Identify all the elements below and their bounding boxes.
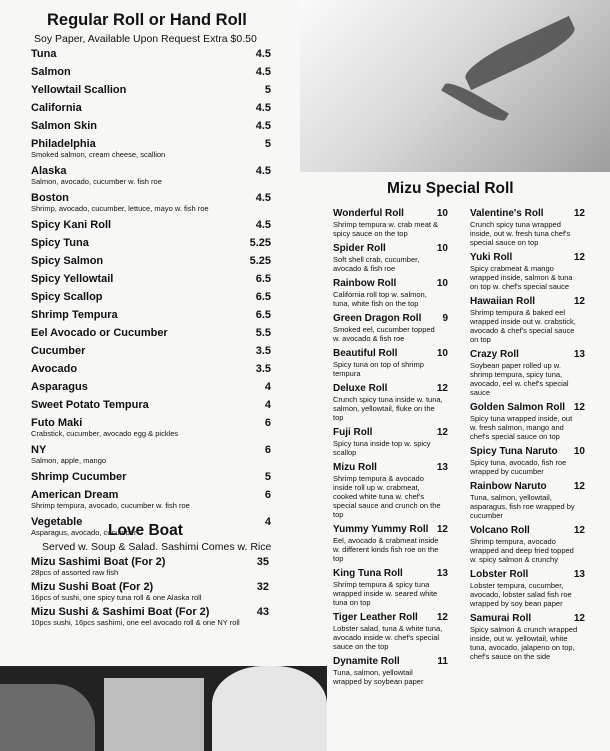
- item-price: 6: [264, 417, 271, 429]
- menu-item: [333, 524, 448, 563]
- menu-item: [31, 489, 271, 510]
- item-description: Smoked salmon, cream cheese, scallion: [31, 150, 166, 159]
- menu-item: [470, 613, 585, 661]
- menu-item: [31, 556, 269, 577]
- item-price: 12: [573, 402, 585, 413]
- item-description: Soybean paper rolled up w. shrimp tempura, spicy tuna, avocado, eel w. chef's special sauce: [470, 361, 569, 397]
- regular-roll-subtitle: Soy Paper, Available Upon Request Extra $0.50: [34, 33, 257, 45]
- regular-roll-list: [31, 48, 271, 543]
- item-price: 4.5: [255, 120, 271, 132]
- menu-item: [31, 606, 269, 627]
- item-price: 10: [436, 243, 448, 254]
- item-name: Tiger Leather Roll: [333, 612, 418, 623]
- item-price: 5.25: [249, 255, 271, 267]
- item-name: Mizu Roll: [333, 462, 377, 473]
- item-price: 4.5: [255, 219, 271, 231]
- item-description: Crabstick, cucumber, avocado egg & pickles: [31, 429, 179, 438]
- item-price: 35: [256, 556, 269, 568]
- menu-item: [31, 84, 271, 96]
- menu-item: [470, 252, 585, 291]
- item-description: Tuna, salmon, yellowtail wrapped by soybean paper: [333, 668, 424, 686]
- item-name: Eel Avocado or Cucumber: [31, 327, 168, 339]
- item-price: 5.25: [249, 237, 271, 249]
- menu-item: [333, 612, 448, 651]
- item-description: Spicy tuna on top of shrimp tempura: [333, 360, 424, 378]
- item-name: Shrimp Tempura: [31, 309, 118, 321]
- food-photo: [212, 666, 327, 751]
- menu-item: [31, 237, 271, 249]
- item-price: 12: [573, 613, 585, 624]
- menu-item: [31, 120, 271, 132]
- item-description: Spicy tuna wrapped inside, out w. fresh salmon, mango and chef's special sauce on top: [470, 414, 573, 441]
- item-name: Wonderful Roll: [333, 208, 404, 219]
- item-name: Spicy Salmon: [31, 255, 104, 267]
- item-price: 4.5: [255, 48, 271, 60]
- item-price: 4: [264, 399, 271, 411]
- food-photo: [104, 678, 204, 751]
- item-name: Spicy Kani Roll: [31, 219, 112, 231]
- item-description: Shrimp tempura, avocado, cucumber w. fish roe: [31, 501, 190, 510]
- item-name: Spicy Tuna: [31, 237, 89, 249]
- item-description: 28pcs of assorted raw fish: [31, 568, 119, 577]
- item-description: Asparagus, avocado, cucumber: [31, 528, 137, 537]
- item-price: 11: [437, 656, 448, 667]
- item-price: 10: [436, 278, 448, 289]
- item-name: Volcano Roll: [470, 525, 530, 536]
- item-price: 6.5: [255, 309, 271, 321]
- menu-item: [31, 48, 271, 60]
- item-name: Deluxe Roll: [333, 383, 388, 394]
- item-description: California roll top w. salmon, tuna, white fish on the top: [333, 290, 427, 308]
- menu-item: [31, 345, 271, 357]
- item-name: King Tuna Roll: [333, 568, 403, 579]
- item-price: 9: [442, 313, 448, 324]
- item-description: Crunch spicy tuna wrapped inside, out w. fresh tuna chef's special sauce on top: [470, 220, 571, 247]
- menu-item: [31, 165, 271, 186]
- menu-item: [470, 525, 585, 564]
- menu-item: [31, 327, 271, 339]
- item-description: Shrimp tempura, avocado wrapped and deep fried topped w. spicy salmon & crunchy: [470, 537, 574, 564]
- item-name: Vegetable: [31, 516, 83, 528]
- menu-item: [31, 309, 271, 321]
- item-price: 3.5: [255, 345, 271, 357]
- item-name: Spicy Yellowtail: [31, 273, 114, 285]
- item-name: Salmon Skin: [31, 120, 98, 132]
- item-name: Salmon: [31, 66, 71, 78]
- item-price: 12: [573, 252, 585, 263]
- item-name: Sweet Potato Tempura: [31, 399, 149, 411]
- menu-item: [333, 313, 448, 343]
- item-price: 4: [264, 381, 271, 393]
- item-name: American Dream: [31, 489, 119, 501]
- item-name: Hawaiian Roll: [470, 296, 536, 307]
- item-name: Samurai Roll: [470, 613, 532, 624]
- menu-item: [470, 569, 585, 608]
- item-description: Lobster salad, tuna & white tuna, avocado inside w. chef's special sauce on the top: [333, 624, 443, 651]
- menu-item: [31, 102, 271, 114]
- item-name: Spicy Tuna Naruto: [470, 446, 558, 457]
- item-name: Lobster Roll: [470, 569, 529, 580]
- item-name: Yellowtail Scallion: [31, 84, 127, 96]
- item-price: 5: [264, 138, 271, 150]
- menu-item: [333, 383, 448, 422]
- item-name: Beautiful Roll: [333, 348, 398, 359]
- item-description: Shrimp tempura & baked eel wrapped inside out w. crabstick, avocado & chef's special sauce on top: [470, 308, 576, 344]
- special-roll-column-left: [333, 208, 448, 691]
- item-price: 13: [436, 568, 448, 579]
- item-name: Mizu Sushi Boat (For 2): [31, 581, 154, 593]
- item-name: Philadelphia: [31, 138, 96, 150]
- item-price: 5.5: [255, 327, 271, 339]
- menu-item: [333, 243, 448, 273]
- item-name: Alaska: [31, 165, 67, 177]
- item-price: 4.5: [255, 165, 271, 177]
- item-name: Crazy Roll: [470, 349, 519, 360]
- item-price: 12: [573, 481, 585, 492]
- menu-item: [333, 427, 448, 457]
- menu-item: [31, 471, 271, 483]
- item-name: Rainbow Roll: [333, 278, 397, 289]
- menu-item: [470, 402, 585, 441]
- menu-item: [333, 656, 448, 686]
- item-price: 13: [573, 569, 585, 580]
- item-description: Salmon, apple, mango: [31, 456, 107, 465]
- item-name: Asparagus: [31, 381, 88, 393]
- item-price: 6.5: [255, 291, 271, 303]
- menu-item: [31, 219, 271, 231]
- item-name: Rainbow Naruto: [470, 481, 547, 492]
- menu-item: [333, 208, 448, 238]
- menu-item: [31, 399, 271, 411]
- item-price: 4: [264, 516, 271, 528]
- menu-item: [31, 417, 271, 438]
- item-price: 6: [264, 489, 271, 501]
- item-name: Spider Roll: [333, 243, 386, 254]
- menu-item: [470, 349, 585, 397]
- item-name: Fuji Roll: [333, 427, 373, 438]
- item-description: Spicy crabmeat & mango wrapped inside, salmon & tuna on top w. chef's special sauce: [470, 264, 573, 291]
- item-price: 10: [436, 208, 448, 219]
- love-boat-list: [31, 556, 269, 631]
- item-description: 16pcs of sushi, one spicy tuna roll & one Alaska roll: [31, 593, 202, 602]
- item-description: Shrimp tempura & spicy tuna wrapped inside w. seared white tuna on top: [333, 580, 438, 607]
- item-description: Lobster tempura, cucumber, avocado, lobster salad fish roe wrapped by soy bean paper: [470, 581, 572, 608]
- item-price: 13: [573, 349, 585, 360]
- item-price: 12: [573, 296, 585, 307]
- menu-item: [31, 291, 271, 303]
- menu-item: [470, 296, 585, 344]
- food-photo: [0, 684, 95, 751]
- item-price: 4.5: [255, 66, 271, 78]
- item-name: Dynamite Roll: [333, 656, 400, 667]
- leaf-decoration: [460, 16, 580, 90]
- item-price: 12: [436, 612, 448, 623]
- special-roll-title: Mizu Special Roll: [387, 180, 514, 197]
- food-photo-top: [300, 0, 610, 172]
- menu-item: [31, 363, 271, 375]
- love-boat-title: Love Boat: [108, 522, 183, 539]
- item-description: Crunch spicy tuna inside w. tuna, salmon, yellowtail, fluke on the top: [333, 395, 443, 422]
- love-boat-subtitle: Served w. Soup & Salad. Sashimi Comes w. Rice: [42, 541, 272, 553]
- menu-item: [333, 462, 448, 519]
- item-name: Futo Maki: [31, 417, 83, 429]
- food-photo-strip: [0, 666, 327, 751]
- item-description: Shrimp tempura & avocado inside roll up w. crabmeat, cooked white tuna w. chef's special sauce and crunch on the top: [333, 474, 441, 519]
- item-price: 3.5: [255, 363, 271, 375]
- item-description: Salmon, avocado, cucumber w. fish roe: [31, 177, 162, 186]
- item-price: 4.5: [255, 192, 271, 204]
- item-price: 10: [573, 446, 585, 457]
- item-name: Mizu Sushi & Sashimi Boat (For 2): [31, 606, 210, 618]
- menu-item: [333, 278, 448, 308]
- item-price: 6: [264, 444, 271, 456]
- item-name: Avocado: [31, 363, 78, 375]
- menu-item: [31, 381, 271, 393]
- item-name: Yummy Yummy Roll: [333, 524, 429, 535]
- item-name: Valentine's Roll: [470, 208, 544, 219]
- item-price: 12: [573, 525, 585, 536]
- menu-item: [470, 481, 585, 520]
- item-description: Spicy tuna inside top w. spicy scallop: [333, 439, 431, 457]
- item-name: Mizu Sashimi Boat (For 2): [31, 556, 166, 568]
- regular-roll-title: Regular Roll or Hand Roll: [47, 11, 247, 29]
- menu-item: [333, 348, 448, 378]
- item-name: Yuki Roll: [470, 252, 513, 263]
- item-price: 13: [436, 462, 448, 473]
- item-description: Smoked eel, cucumber topped w. avocado & fish roe: [333, 325, 435, 343]
- item-name: Shrimp Cucumber: [31, 471, 127, 483]
- item-price: 5: [264, 471, 271, 483]
- item-price: 12: [436, 427, 448, 438]
- item-name: Boston: [31, 192, 69, 204]
- item-description: Eel, avocado & crabmeat inside w. different kinds fish roe on the top: [333, 536, 439, 563]
- menu-item: [31, 138, 271, 159]
- item-name: California: [31, 102, 82, 114]
- item-price: 6.5: [255, 273, 271, 285]
- item-price: 10: [436, 348, 448, 359]
- item-name: Green Dragon Roll: [333, 313, 422, 324]
- menu-item: [31, 444, 271, 465]
- menu-item: [470, 446, 585, 476]
- item-name: Tuna: [31, 48, 57, 60]
- item-name: Golden Salmon Roll: [470, 402, 566, 413]
- menu-item: [31, 255, 271, 267]
- item-price: 12: [436, 383, 448, 394]
- item-name: Spicy Scallop: [31, 291, 103, 303]
- item-name: Cucumber: [31, 345, 86, 357]
- item-description: Soft shell crab, cucumber, avocado & fish roe: [333, 255, 420, 273]
- item-description: Shrimp, avocado, cucumber, lettuce, mayo w. fish roe: [31, 204, 209, 213]
- item-price: 32: [256, 581, 269, 593]
- special-roll-column-right: [470, 208, 585, 666]
- menu-item: [470, 208, 585, 247]
- menu-item: [31, 273, 271, 285]
- menu-item: [31, 581, 269, 602]
- item-description: Shrimp tempura w. crab meat & spicy sauce on the top: [333, 220, 439, 238]
- item-name: NY: [31, 444, 47, 456]
- item-description: Tuna, salmon, yellowtail, asparagus, fish roe wrapped by cucumber: [470, 493, 575, 520]
- item-price: 5: [264, 84, 271, 96]
- menu-item: [333, 568, 448, 607]
- item-price: 4.5: [255, 102, 271, 114]
- item-description: Spicy salmon & crunch wrapped inside, out w. yellowtail, white tuna, avocado, jalapeno on top, chef's sauce on the side: [470, 625, 578, 661]
- item-price: 43: [256, 606, 269, 618]
- menu-item: [31, 192, 271, 213]
- menu-item: [31, 66, 271, 78]
- item-price: 12: [436, 524, 448, 535]
- item-description: Spicy tuna, avocado, fish roe wrapped by cucumber: [470, 458, 567, 476]
- item-price: 12: [573, 208, 585, 219]
- item-description: 10pcs sushi, 16pcs sashimi, one eel avocado roll & one NY roll: [31, 618, 240, 627]
